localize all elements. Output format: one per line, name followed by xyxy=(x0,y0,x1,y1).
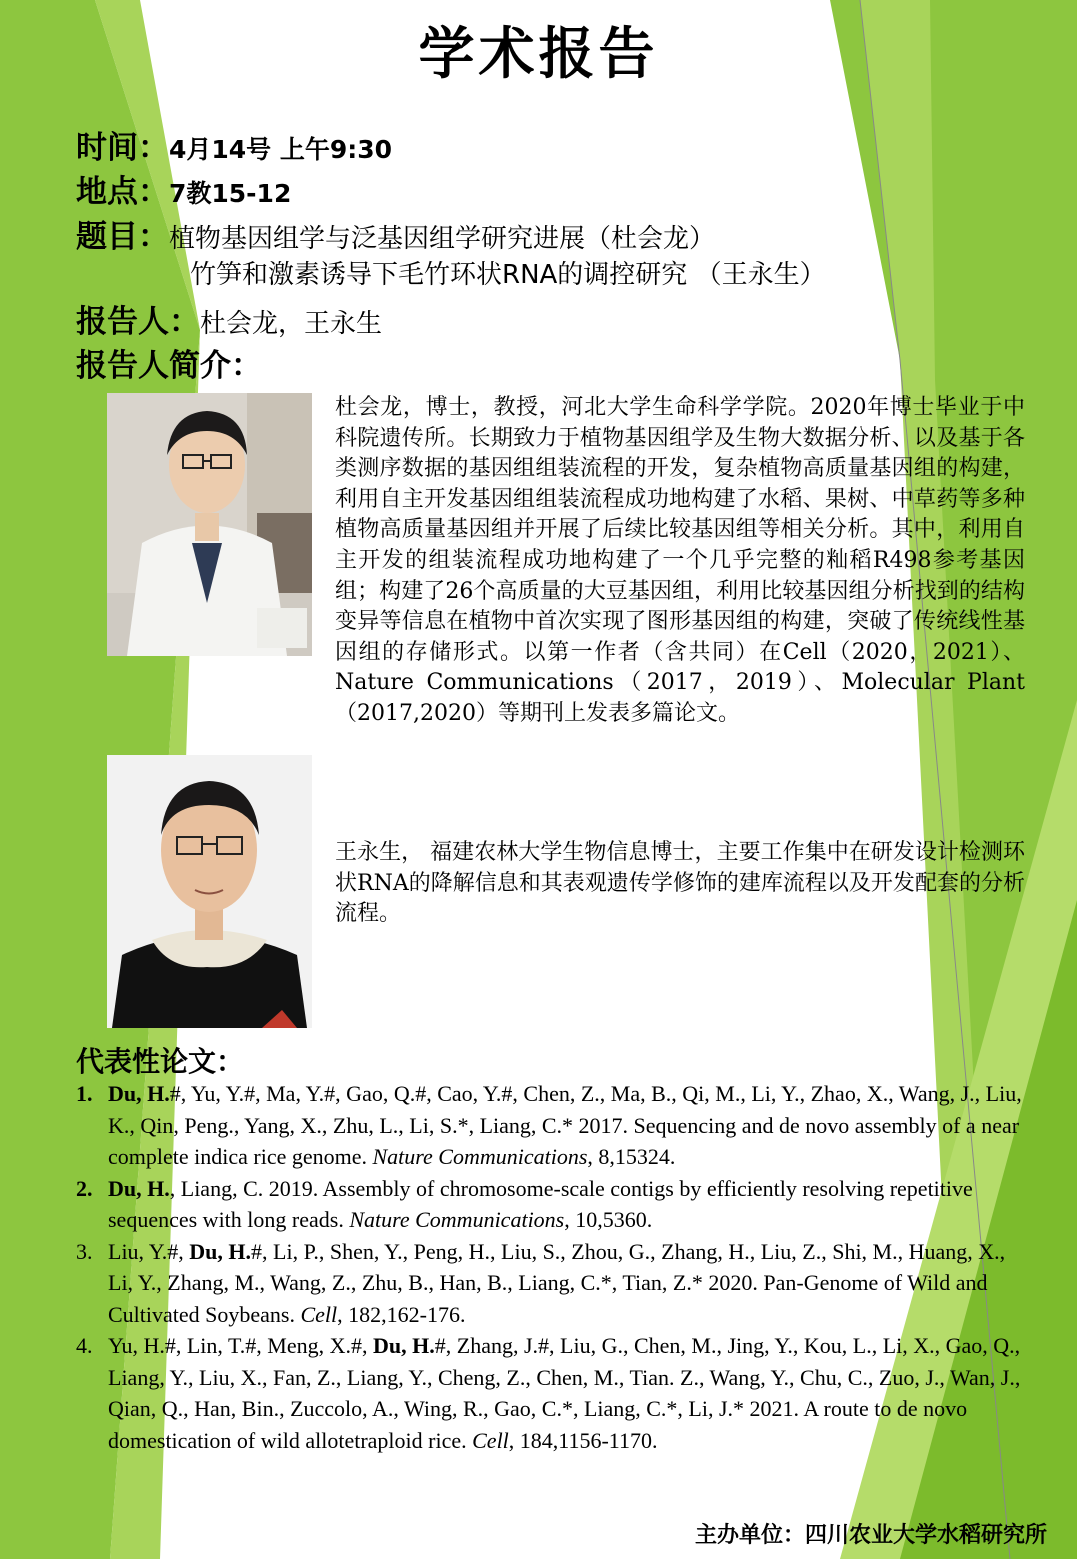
paper-number: 4. xyxy=(76,1333,93,1358)
papers-heading: 代表性论文： xyxy=(76,1045,245,1078)
paper-number: 3. xyxy=(76,1238,93,1264)
photo-wang-yongsheng xyxy=(107,755,312,1028)
organizer: 主办单位：四川农业大学水稻研究所 xyxy=(694,1523,1047,1548)
paper-tail: , 8,15324. xyxy=(587,1144,676,1169)
paper-pre: Yu, H.#, Lin, T.#, Meng, X.#, xyxy=(108,1333,374,1358)
place-value: 7教15-12 xyxy=(169,179,292,208)
topic-2-row xyxy=(190,254,826,291)
intro-label: 报告人简介： xyxy=(76,348,262,384)
paper-pre: Liu, Y.#, xyxy=(108,1238,190,1264)
bio-du-huilong: 杜会龙，博士，教授，河北大学生命科学学院。2020年博士毕业于中科院遗传所。长期致力于植物基因组学及生物大数据分析、以及基于各类测序数据的基因组组装流程的开发，复杂植物高质量基因组的构建，利用自主开发基因组组装流程成功地构建了水稻、果树、中草药等多种植物高质量基因组并开展了后续比较基因组等相关分析。其中，利用自主开发的组装流程成功地构建了一个几乎完整的籼稻R498参考基因组；构建了26个高质量的大豆基因组，利用比较基因组分析找到的结构变异等信息在植物中首次实现了图形基因组的构建，突破了传统线性基因组的存储形式。以第一作者（含共同）在Cell（2020，2021）、Nature Communications（2017，2019）、Molecular Plant（2017,2020）等期刊上发表多篇论文。 xyxy=(335,395,1025,726)
paper-tail: , 10,5360. xyxy=(564,1207,653,1232)
place-row xyxy=(76,166,291,211)
topic-1: 植物基因组学与泛基因组学研究进展（杜会龙） xyxy=(169,224,716,254)
paper-item xyxy=(76,1078,1031,1173)
paper-journal: Cell xyxy=(300,1301,338,1327)
paper-number: 2. xyxy=(76,1175,93,1201)
topic-label: 题目： xyxy=(76,219,169,255)
paper-journal: Cell xyxy=(472,1427,509,1453)
time-label: 时间： xyxy=(76,130,169,166)
paper-text: #, Zhang, J.#, Liu, G., Chen, M., Jing, Y., Kou, L., Li, X., Gao, Q., Liang, Y., Liu, X., Fan, Z., Liang, Y., Cheng, Z., Chen, M., Tian. Z., Wang, Y., Chu, C., Zuo, J., Wan, J., Qian, Q., Han, Bin., Zuccolo, A., Wing, R., Gao, C.*, Liang, C.*, Li, J.* 2021. A route to de novo domestication of wild allotetraploid rice. xyxy=(108,1333,1021,1453)
paper-number: 1. xyxy=(76,1081,93,1106)
papers-list xyxy=(76,1078,1031,1456)
time-row xyxy=(76,122,392,167)
place-label: 地点： xyxy=(76,174,169,210)
paper-author-bold: Du, H. xyxy=(108,1081,170,1106)
topic-row xyxy=(76,211,715,256)
time-value: 4月14号 上午9:30 xyxy=(169,135,393,164)
paper-tail: , 182,162-176. xyxy=(337,1301,466,1327)
speaker-row xyxy=(76,296,382,341)
bio-wang-yongsheng: 王永生， 福建农林大学生物信息博士，主要工作集中在研发设计检测环状RNA的降解信息和其表观遗传学修饰的建库流程以及开发配套的分析流程。 xyxy=(335,840,1025,927)
paper-text: #, Li, P., Shen, Y., Peng, H., Liu, S., Zhou, G., Zhang, H., Liu, Z., Shi, M., Huang, X., Li, Y., Zhang, M., Wang, Z., Zhu, B., Han, B., Liang, C.*, Tian, Z.* 2020. Pan-Genome of Wild and Cultivated Soybeans. xyxy=(108,1238,1006,1327)
paper-author-bold: Du, H. xyxy=(189,1238,252,1264)
paper-item xyxy=(76,1236,1031,1331)
photo-du-huilong xyxy=(107,393,312,656)
paper-text: , Liang, C. 2019. Assembly of chromosome-scale contigs by efficiently resolving repetitive sequences with long reads. xyxy=(108,1175,973,1232)
paper-journal: Nature Communications xyxy=(372,1144,588,1169)
intro-row xyxy=(76,340,262,385)
paper-item xyxy=(76,1173,1031,1236)
paper-author-bold: Du, H. xyxy=(108,1175,170,1201)
paper-item xyxy=(76,1330,1031,1456)
paper-author-bold: Du, H. xyxy=(373,1333,435,1358)
paper-journal: Nature Communications xyxy=(349,1207,565,1232)
speaker-label: 报告人： xyxy=(76,304,200,340)
speaker-value: 杜会龙，王永生 xyxy=(200,309,383,339)
paper-tail: , 184,1156-1170. xyxy=(508,1427,658,1453)
topic-2: 竹笋和激素诱导下毛竹环状RNA的调控研究 （王永生） xyxy=(190,260,826,290)
paper-text: #, Yu, Y.#, Ma, Y.#, Gao, Q.#, Cao, Y.#, Chen, Z., Ma, B., Qi, M., Li, Y., Zhao, X., Wang, J., Liu, K., Qin, Peng., Yang, X., Zhu, L., Li, S.*, Liang, C.* 2017. Sequencing and de novo assembly of a near complete indica rice genome. xyxy=(108,1081,1022,1169)
page-title: 学术报告 xyxy=(418,22,659,87)
